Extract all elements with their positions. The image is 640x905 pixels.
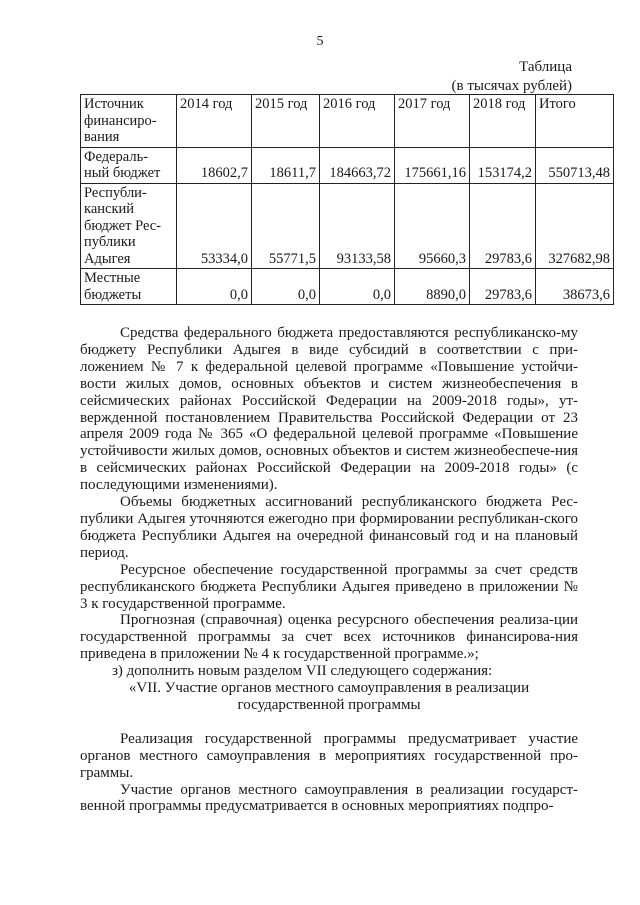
paragraph-resource-provision: Ресурсное обеспечение государственной программы за счет средств республиканского бюджета Республики Адыгея приведено в приложении № 3 к государственной программе. [80, 561, 578, 612]
table-cell: 0,0 [177, 269, 252, 305]
paragraph-local-participation: Реализация государственной программы предусматривает участие органов местного самоуправления в мероприятиях государственной про-граммы. [80, 730, 578, 781]
column-header-2015: 2015 год [252, 95, 320, 148]
table-cell: 184663,72 [320, 147, 395, 183]
table-row [81, 269, 614, 305]
document-body [80, 325, 578, 815]
table-caption-units: (в тысячах рублей) [451, 78, 572, 94]
column-header-2018: 2018 год [470, 95, 536, 148]
table-cell: 327682,98 [536, 183, 614, 269]
table-cell: Федераль-ный бюджет [81, 147, 177, 183]
paragraph-local-participation-2: Участие органов местного самоуправления в реализации государст-венной программы предусматривается в основных мероприятиях подпро- [80, 781, 578, 815]
table-row [81, 147, 614, 183]
section-heading-line-1: «VII. Участие органов местного самоуправления в реализации [128, 680, 530, 697]
table-cell: 29783,6 [470, 269, 536, 305]
table-cell: Местные бюджеты [81, 269, 177, 305]
table-caption-title: Таблица [519, 59, 572, 75]
table-cell: Республи-канский бюджет Рес-публики Адыгея [81, 183, 177, 269]
table-cell: 95660,3 [395, 183, 470, 269]
paragraph-federal-funds: Средства федерального бюджета предоставляются республиканско-му бюджету Республики Адыгея в виде субсидий в соответствии с при-ложением № 7 к федеральной целевой программе «Повышение устойчи-вости жилых домов, основных объектов и систем жизнеобеспечения в сейсмических районах Российской Федерации на 2009-2018 годы», ут-вержденной постановлением Правительства Российской Федерации от 23 апреля 2009 года № 365 «О федеральной целевой программе «Повышение устойчивости жилых домов, основных объектов и систем жизнеобеспече-ния в сейсмических районах Российской Федерации на 2009-2018 годы» (с последующими изменениями). [80, 325, 578, 494]
table-cell: 8890,0 [395, 269, 470, 305]
table-row [81, 183, 614, 269]
table-header-row [81, 95, 614, 148]
table-cell: 38673,6 [536, 269, 614, 305]
table-cell: 18602,7 [177, 147, 252, 183]
table-cell: 29783,6 [470, 183, 536, 269]
table-cell: 0,0 [320, 269, 395, 305]
table-cell: 93133,58 [320, 183, 395, 269]
column-header-2014: 2014 год [177, 95, 252, 148]
column-header-2016: 2016 год [320, 95, 395, 148]
paragraph-add-section: з) дополнить новым разделом VII следующего содержания: [112, 663, 493, 680]
table-cell: 153174,2 [470, 147, 536, 183]
financing-table [80, 94, 614, 305]
page-number: 5 [316, 34, 324, 49]
paragraph-forecast-estimate: Прогнозная (справочная) оценка ресурсного обеспечения реализа-ции государственной программы за счет всех источников финансирова-ния приведена в приложении № 4 к государственной программе.»; [80, 612, 578, 663]
column-header-source: Источник финансиро-вания [81, 95, 177, 148]
table-cell: 175661,16 [395, 147, 470, 183]
table-cell: 550713,48 [536, 147, 614, 183]
section-heading-line-2: государственной программы [237, 696, 421, 713]
paragraph-budget-volumes: Объемы бюджетных ассигнований республиканского бюджета Рес-публики Адыгея уточняются ежегодно при формировании республикан-ского бюджета Республики Адыгея на очередной финансовый год и на плановый период. [80, 494, 578, 561]
column-header-total: Итого [536, 95, 614, 148]
column-header-2017: 2017 год [395, 95, 470, 148]
table-cell: 0,0 [252, 269, 320, 305]
table-cell: 53334,0 [177, 183, 252, 269]
table-cell: 18611,7 [252, 147, 320, 183]
table-cell: 55771,5 [252, 183, 320, 269]
